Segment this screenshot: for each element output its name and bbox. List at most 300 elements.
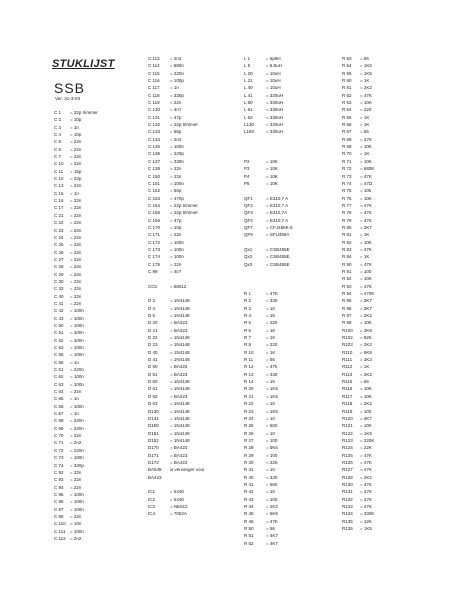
part-designator: Qx2 (244, 254, 253, 260)
part-row (342, 371, 374, 378)
part-value: = 100n (70, 322, 84, 328)
part-row (342, 341, 374, 348)
part-row (148, 452, 205, 459)
part-row (244, 92, 293, 99)
part-value: = 330uH (266, 100, 284, 106)
part-value: = 100n (70, 337, 84, 343)
part-row (54, 359, 98, 366)
part-designator: C 136 (148, 151, 161, 157)
part-row (148, 283, 205, 290)
part-value: = 22n (70, 264, 82, 270)
part-row (342, 385, 374, 392)
part-designator: R 29 (244, 452, 254, 458)
part-value: = 680K (360, 166, 375, 172)
part-value: = 100n (70, 374, 84, 380)
part-value: = 22n (70, 242, 82, 248)
part-designator: R 23 (244, 408, 254, 414)
part-designator: R 51 (244, 533, 254, 539)
part-row (342, 525, 374, 532)
part-value: = 10K (266, 173, 278, 179)
part-designator: C 172 (148, 239, 161, 245)
part-designator: R115 (342, 379, 353, 385)
part-designator: R 31 (244, 467, 254, 473)
part-row (244, 275, 293, 282)
part-designator: C 33 (54, 286, 64, 292)
part-row (244, 474, 293, 481)
part-designator: C 1 (54, 110, 62, 115)
part-designator: R 22 (244, 401, 254, 407)
part-designator: C 99 (148, 268, 158, 274)
part-value: = 3K7 (360, 298, 372, 304)
part-value: = 100 (360, 268, 372, 274)
part-designator: R 81 (342, 232, 352, 238)
part-value: = 10K (360, 320, 372, 326)
part-row (244, 268, 293, 275)
part-value: = 220K (360, 437, 375, 443)
part-row (54, 285, 98, 292)
part-row (148, 510, 205, 517)
part-designator: R 79 (342, 217, 352, 223)
parts-column-3 (244, 55, 293, 547)
part-row (244, 202, 293, 209)
part-row (342, 305, 374, 312)
part-row (244, 261, 293, 268)
part-value: = 56 (360, 56, 369, 61)
part-row (54, 263, 98, 270)
part-row (148, 70, 205, 77)
part-designator: C 26 (54, 249, 64, 255)
part-row (342, 77, 374, 84)
part-value: = 100 (360, 408, 372, 414)
part-row (342, 459, 374, 466)
part-row (148, 393, 205, 400)
part-designator: R 71 (342, 158, 352, 164)
part-row (148, 239, 205, 246)
part-value: = 22n (70, 154, 82, 160)
part-designator: BA545 (148, 467, 162, 473)
part-designator: IC4 (148, 511, 156, 517)
part-designator: R 73 (342, 173, 352, 179)
part-value: = 47K (360, 496, 372, 502)
part-row (342, 430, 374, 437)
part-designator: C 24 (54, 234, 64, 240)
part-value: = 6440 (170, 496, 184, 502)
part-value: = 22n (70, 271, 82, 277)
part-row (244, 437, 293, 444)
part-designator: C 135 (148, 144, 161, 150)
part-value: = 220n (170, 70, 184, 76)
part-designator: C 22 (54, 220, 64, 226)
part-row (342, 62, 374, 69)
part-designator: R 83 (342, 246, 352, 252)
part-designator: C 73 (54, 455, 64, 461)
part-value: = 56p (170, 188, 182, 194)
part-value: = 10p (170, 224, 182, 230)
part-row (244, 55, 293, 62)
part-row (54, 491, 98, 498)
part-designator: C 10 (54, 161, 64, 167)
part-value: = 1K5 (360, 430, 372, 436)
part-value: = 1K (360, 254, 370, 260)
part-designator: R125 (342, 452, 353, 458)
part-value: = 1n (70, 411, 79, 417)
part-row (54, 197, 98, 204)
part-row (54, 168, 98, 175)
part-value: = 22n (70, 484, 82, 490)
part-row (54, 153, 98, 160)
part-row (342, 217, 374, 224)
part-designator: C 67 (54, 411, 64, 417)
part-row (342, 349, 374, 356)
part-row (54, 388, 98, 395)
part-designator: L 5 (244, 63, 251, 69)
part-row (342, 195, 374, 202)
part-row (342, 246, 374, 253)
part-row (148, 121, 205, 128)
part-row (342, 356, 374, 363)
part-value: = 47k (266, 364, 278, 370)
part-designator: C 3 (54, 124, 62, 130)
part-value: = 1N4148 (170, 379, 190, 385)
part-row (54, 447, 98, 454)
part-row (244, 532, 293, 539)
part-row (244, 312, 293, 319)
part-value: = 10p (70, 132, 82, 138)
part-designator: R 95 (342, 298, 352, 304)
part-designator: D 61 (148, 386, 158, 392)
parts-column-1 (54, 109, 98, 542)
part-value: = 1n (70, 190, 79, 196)
part-value: = 1K (360, 78, 370, 84)
part-designator: R136 (342, 526, 353, 531)
part-value: = 22n (70, 278, 82, 284)
part-value: = 22p (70, 176, 82, 182)
part-value: = 4n7 (170, 268, 182, 274)
part-row (342, 334, 374, 341)
part-designator: C 29 (54, 271, 64, 277)
part-value: = 1K5 (360, 526, 372, 531)
part-value: = 100 (266, 437, 278, 443)
part-row (148, 150, 205, 157)
part-designator: C 6 (54, 146, 62, 152)
part-value: = 220 (266, 320, 278, 326)
part-designator: R 60 (342, 78, 352, 84)
part-designator: L 41 (244, 92, 253, 98)
part-row (244, 283, 293, 290)
part-designator: C 30 (54, 278, 64, 284)
part-value: = 2K2 (360, 313, 372, 319)
part-designator: R 91 (342, 268, 352, 274)
part-value: = 100n (70, 315, 84, 321)
part-value: = 47K (360, 467, 372, 473)
part-row (342, 378, 374, 385)
part-value: = BA423 (170, 327, 188, 333)
part-designator: C 113 (148, 56, 160, 61)
part-value: = 47K (360, 481, 372, 487)
part-row (244, 422, 293, 429)
part-designator: R 54 (342, 63, 352, 69)
part-row (148, 92, 205, 99)
part-value: = CSB455E (266, 254, 290, 260)
part-value: = 220n (70, 447, 84, 453)
part-row (342, 268, 374, 275)
part-value: = BA423 (170, 452, 188, 458)
part-designator: R 80 (342, 224, 352, 230)
part-designator: R 40 (244, 474, 254, 480)
part-value: = 10uH (266, 78, 281, 84)
part-row (148, 136, 205, 143)
part-value: = 22n (170, 166, 182, 172)
part-designator: R 67 (342, 129, 352, 135)
part-value: = 10K (360, 100, 372, 106)
part-row (148, 444, 205, 451)
part-designator: R 5 (244, 320, 252, 326)
part-designator: C 23 (54, 227, 64, 233)
part-designator: R 70 (342, 151, 352, 157)
part-row (342, 474, 374, 481)
part-value: = 10 (266, 305, 275, 311)
part-designator: R128 (342, 474, 353, 480)
part-value: = 220p (170, 151, 184, 157)
part-value: = 10K (360, 158, 372, 164)
part-row (148, 319, 205, 326)
part-designator: C 68 (54, 418, 64, 424)
part-designator: C 42 (54, 308, 64, 314)
part-row (244, 106, 293, 113)
part-row (342, 496, 374, 503)
part-row (148, 305, 205, 312)
part-value: = 47K (360, 92, 372, 98)
part-designator: R 72 (342, 166, 352, 172)
part-designator: D 5 (148, 313, 156, 319)
part-row (54, 410, 98, 417)
part-row (342, 400, 374, 407)
part-row (54, 249, 98, 256)
part-designator: C 69 (54, 425, 64, 431)
part-row (342, 488, 374, 495)
part-value: = BA423 (170, 364, 188, 370)
part-designator: C 95 (54, 491, 64, 497)
part-row (54, 351, 98, 358)
part-value: = 1N4148 (170, 423, 190, 429)
part-row (244, 378, 293, 385)
part-row (244, 393, 293, 400)
part-row (54, 278, 98, 285)
part-row (244, 143, 293, 150)
part-value: = 2K2 (360, 371, 372, 377)
part-row (54, 439, 98, 446)
part-row (54, 454, 98, 461)
part-designator: QF7 (244, 224, 253, 230)
part-row (244, 518, 293, 525)
part-row (342, 327, 374, 334)
part-designator: IC3 (148, 503, 156, 509)
part-designator: L130 (244, 122, 255, 128)
part-row (244, 503, 293, 510)
part-value: = 1N4148 (170, 357, 190, 363)
part-value: = 4n7 (170, 107, 182, 113)
part-value: = 22n (70, 249, 82, 255)
part-value: = 10K (360, 423, 372, 429)
part-designator: R 26 (244, 430, 254, 436)
part-designator: C 94 (54, 484, 64, 490)
part-value: = 560 (266, 481, 278, 487)
part-value: = 6440 (170, 489, 184, 495)
part-designator: C 130 (148, 107, 161, 113)
part-designator: R 77 (342, 202, 352, 208)
part-row (342, 466, 374, 473)
part-value: = 47p (170, 217, 182, 223)
part-designator: QF9 (244, 232, 253, 238)
part-row (342, 187, 374, 194)
part-value: = 330p (170, 92, 184, 98)
part-value: = 10 (266, 489, 275, 495)
part-designator: C 62 (54, 374, 64, 380)
part-designator: C 92 (54, 469, 64, 475)
part-row (342, 180, 374, 187)
part-row (148, 297, 205, 304)
part-row (244, 246, 293, 253)
part-row (244, 84, 293, 91)
part-value: = 1n (70, 124, 79, 130)
part-designator: C 110 (54, 521, 66, 527)
part-value: = 68012 (170, 283, 187, 289)
part-value: = 5K6 (266, 511, 278, 517)
part-value: = 47p (170, 114, 182, 120)
part-row (54, 182, 98, 189)
part-value: = 10K (360, 144, 372, 150)
part-row (342, 452, 374, 459)
part-row (342, 55, 374, 62)
part-designator: C 97 (54, 506, 64, 512)
part-value: = 330 (266, 298, 278, 304)
part-designator: R 52 (244, 540, 254, 546)
part-value: = 1K (266, 327, 276, 333)
part-row (54, 190, 98, 197)
part-designator: C 96 (54, 499, 64, 505)
part-value: = 1K5 (266, 408, 278, 414)
part-value: = 47K (360, 503, 372, 509)
part-designator: C 55 (54, 352, 64, 358)
part-row (148, 106, 205, 113)
part-designator: D 23 (148, 342, 158, 348)
part-row (54, 329, 98, 336)
part-designator: C 52 (54, 337, 64, 343)
part-value: = 1K (360, 114, 370, 120)
part-designator: C 150 (148, 173, 161, 179)
part-row (54, 293, 98, 300)
part-value: = 22n (70, 183, 82, 189)
part-designator: R 98 (342, 320, 352, 326)
part-value: = 2K2 (266, 503, 278, 509)
part-designator: C 115 (148, 70, 160, 76)
part-value: = 22n (70, 300, 82, 306)
part-row (342, 106, 374, 113)
part-designator: R134 (342, 511, 353, 517)
part-row (342, 173, 374, 180)
part-designator: R 6 (244, 327, 252, 333)
part-row (54, 513, 98, 520)
part-value: = 330p (70, 462, 84, 468)
part-designator: C 119 (148, 100, 160, 106)
part-row (148, 187, 205, 194)
part-designator: C 134 (148, 136, 161, 142)
part-row (244, 239, 293, 246)
part-row (54, 373, 98, 380)
part-value: = 100n (170, 239, 184, 245)
part-value: = 22n (70, 469, 82, 475)
part-value: = 22K (360, 445, 372, 451)
part-value: = 10 (266, 430, 275, 436)
part-designator: R 46 (244, 518, 254, 524)
part-value: = 330uH (266, 129, 284, 135)
part-designator: C 118 (148, 92, 160, 98)
part-value: = 4K7 (266, 533, 278, 539)
part-row (244, 99, 293, 106)
part-designator: R 84 (342, 254, 352, 260)
part-designator: Qx1 (244, 246, 253, 252)
part-value: = 22n (70, 139, 82, 145)
part-designator: C 11 (54, 168, 64, 174)
part-row (148, 430, 205, 437)
part-designator: R 42 (244, 489, 254, 495)
part-row (148, 143, 205, 150)
part-row (54, 271, 98, 278)
part-row (148, 481, 205, 488)
part-value: = 1N4148 (170, 437, 190, 443)
part-designator: C 56 (54, 359, 64, 365)
part-designator: R 11 (244, 357, 254, 363)
part-row (148, 165, 205, 172)
part-designator: R126 (342, 459, 353, 465)
part-row (342, 444, 374, 451)
page-title: STUKLIJST (52, 58, 115, 70)
part-row (148, 99, 205, 106)
part-row (54, 160, 98, 167)
part-value: = 6K8 (360, 349, 372, 355)
part-row (148, 55, 205, 62)
part-designator: C 15 (54, 190, 64, 196)
part-designator: C 154 (148, 202, 161, 208)
part-designator: C 4 (54, 132, 62, 138)
part-row (244, 77, 293, 84)
part-row (54, 234, 98, 241)
part-value: = 22n (70, 161, 82, 167)
part-value: = 330uH (266, 122, 284, 128)
part-value: = 2n2 (70, 535, 82, 541)
part-designator: C 40 (54, 293, 64, 299)
part-row (244, 305, 293, 312)
part-row (148, 415, 205, 422)
part-row (244, 510, 293, 517)
part-row (148, 261, 205, 268)
part-designator: C 111 (54, 528, 66, 534)
part-row (244, 136, 293, 143)
part-value: = 220n (70, 425, 84, 431)
part-value: = SFU455A (266, 232, 290, 238)
part-row (244, 158, 293, 165)
part-value: = 3K7 (360, 224, 372, 230)
part-designator: C 170 (148, 224, 161, 230)
part-designator: R 45 (244, 511, 254, 517)
part-row (342, 84, 374, 91)
part-value: = 22n (70, 293, 82, 299)
part-designator: L 60 (244, 100, 253, 106)
part-designator: R123 (342, 437, 353, 443)
part-value: = 22n (70, 220, 82, 226)
part-row (54, 256, 98, 263)
part-designator: C 112 (54, 535, 66, 541)
